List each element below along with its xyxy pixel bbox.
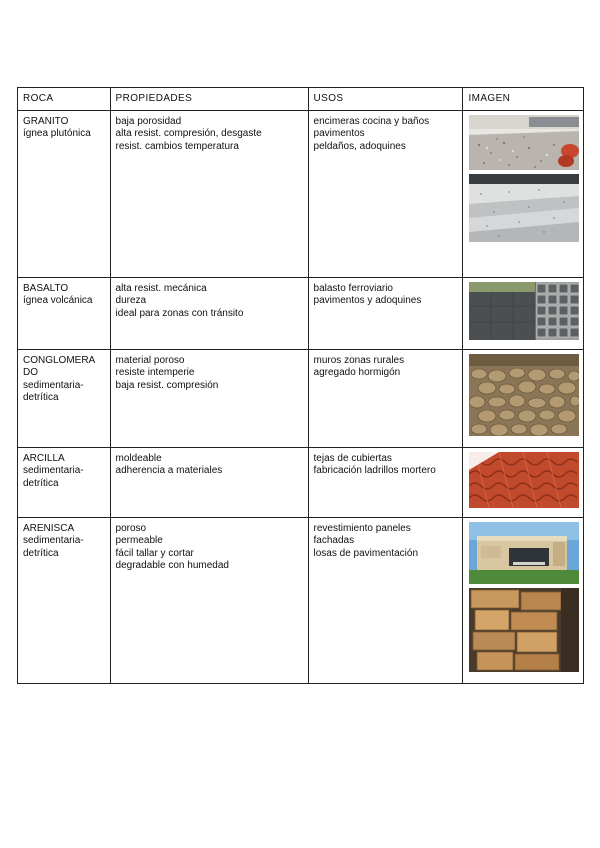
properties-cell — [110, 517, 308, 683]
header-imagen: IMAGEN — [463, 88, 584, 111]
rock-name: GRANITO — [23, 115, 69, 127]
rock-type-line: sedimentaria- — [23, 379, 84, 391]
granite-countertop-photo — [469, 115, 579, 170]
image-cell — [463, 447, 584, 517]
use-item: peldaños, adoquines — [313, 140, 406, 152]
rock-cell — [18, 277, 111, 349]
basalt-paving-photo — [469, 282, 579, 340]
uses-cell — [308, 349, 463, 447]
rock-type-line: sedimentaria- — [23, 535, 84, 546]
header-propiedades: PROPIEDADES — [110, 88, 308, 111]
table-row-arenisca — [18, 517, 584, 683]
rock-cell — [18, 110, 111, 277]
rock-cell — [18, 349, 111, 447]
property-item: adherencia a materiales — [115, 465, 223, 476]
rock-cell — [18, 447, 111, 517]
rock-type-line: detrítica — [23, 477, 59, 489]
properties-cell — [110, 277, 308, 349]
use-item: fabricación ladrillos mortero — [313, 465, 436, 476]
use-item: revestimiento paneles — [313, 522, 411, 534]
use-item: losas de pavimentación — [313, 547, 419, 559]
table-header-row — [18, 88, 584, 111]
property-item: baja porosidad — [115, 115, 182, 127]
table-row-conglomerado — [18, 349, 584, 447]
rock-type-line: detrítica — [23, 547, 59, 559]
rock-name: BASALTO — [23, 282, 69, 294]
property-item: degradable con humedad — [115, 560, 229, 571]
rock-type: ígnea volcánica — [23, 295, 93, 306]
property-item: permeable — [115, 535, 163, 546]
property-item: alta resist. mecánica — [115, 282, 207, 294]
use-item: pavimentos — [313, 128, 365, 139]
rock-cell — [18, 517, 111, 683]
uses-cell — [308, 110, 463, 277]
uses-cell — [308, 447, 463, 517]
image-cell — [463, 110, 584, 277]
property-item: moldeable — [115, 452, 162, 464]
uses-cell — [308, 277, 463, 349]
use-item: agregado hormigón — [313, 367, 401, 378]
property-item: ideal para zonas con tránsito — [115, 307, 244, 319]
header-usos: USOS — [308, 88, 463, 111]
rock-type: ígnea plutónica — [23, 128, 91, 139]
property-item: material poroso — [115, 354, 185, 366]
table-row-arcilla — [18, 447, 584, 517]
rock-name-line: CONGLOMERA — [23, 354, 96, 366]
properties-cell — [110, 110, 308, 277]
header-roca: ROCA — [18, 88, 111, 111]
property-item: resiste intemperie — [115, 367, 195, 378]
property-item: resist. cambios temperatura — [115, 140, 239, 152]
sandstone-blocks-photo — [469, 588, 579, 672]
image-cell — [463, 277, 584, 349]
use-item: tejas de cubiertas — [313, 452, 392, 464]
property-item: poroso — [115, 522, 147, 534]
property-item: dureza — [115, 295, 147, 306]
granite-steps-photo — [469, 174, 579, 242]
use-item: pavimentos y adoquines — [313, 295, 422, 306]
use-item: encimeras cocina y baños — [313, 115, 430, 127]
use-item: fachadas — [313, 535, 355, 546]
image-cell — [463, 349, 584, 447]
properties-cell — [110, 447, 308, 517]
property-item: fácil tallar y cortar — [115, 547, 194, 559]
use-item: muros zonas rurales — [313, 354, 405, 366]
rock-name-line: DO — [23, 367, 38, 378]
properties-cell — [110, 349, 308, 447]
rock-name: ARENISCA — [23, 522, 75, 534]
property-item: alta resist. compresión, desgaste — [115, 128, 262, 139]
rock-name: ARCILLA — [23, 452, 65, 464]
image-cell — [463, 517, 584, 683]
use-item: balasto ferroviario — [313, 282, 393, 294]
clay-roof-tiles-photo — [469, 452, 579, 508]
table-row-basalto — [18, 277, 584, 349]
property-item: baja resist. compresión — [115, 379, 219, 391]
sandstone-facade-photo — [469, 522, 579, 584]
table-row-granito — [18, 110, 584, 277]
rock-type-line: detrítica — [23, 392, 59, 403]
rock-type-line: sedimentaria- — [23, 465, 84, 476]
conglomerate-wall-photo — [469, 354, 579, 436]
uses-cell — [308, 517, 463, 683]
rock-table — [17, 87, 584, 684]
